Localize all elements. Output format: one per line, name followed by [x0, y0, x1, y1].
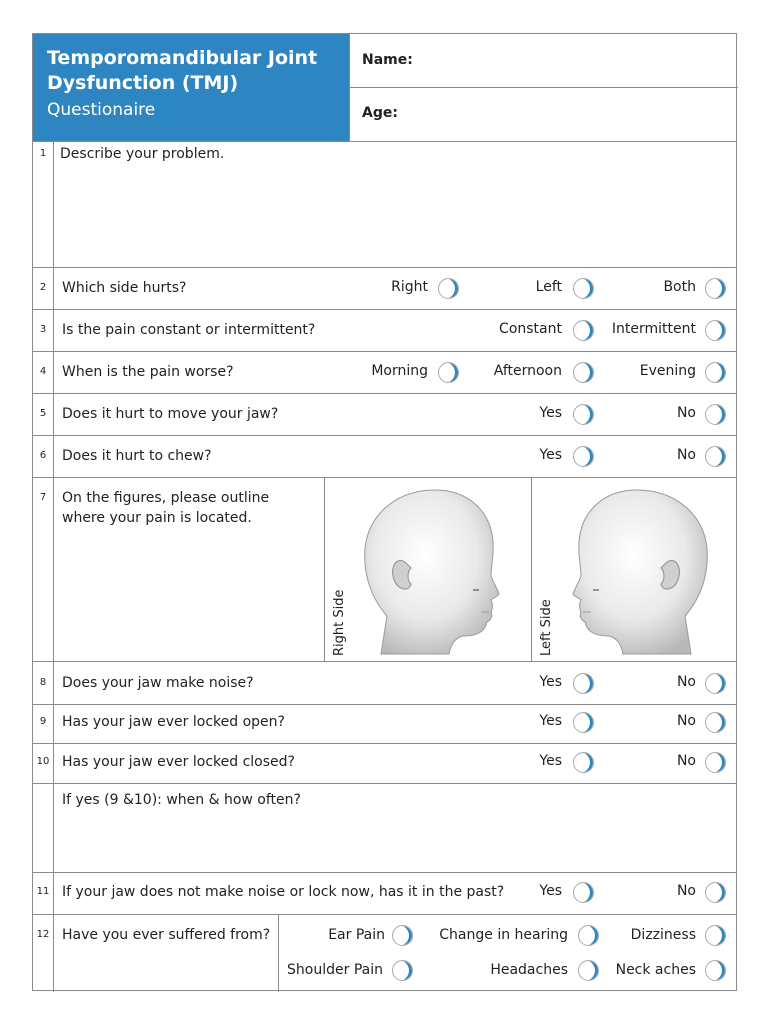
head-left-profile-figure[interactable] — [569, 486, 721, 656]
q2-option-both: Both — [663, 279, 696, 295]
q11-option-yes: Yes — [539, 883, 562, 899]
q2-radio-right[interactable] — [438, 278, 459, 299]
q12-option-ear-pain: Ear Pain — [328, 927, 385, 943]
q10-followup-text: If yes (9 &10): when & how often? — [62, 792, 301, 808]
q11-text: If your jaw does not make noise or lock now, has it in the past? — [62, 884, 505, 900]
name-field[interactable] — [423, 38, 728, 83]
q9-number: 9 — [39, 716, 47, 727]
q6-radio-no[interactable] — [705, 446, 726, 467]
tmj-form — [32, 33, 737, 991]
q10-number: 10 — [36, 756, 50, 767]
q2-radio-left[interactable] — [573, 278, 594, 299]
q10-radio-no[interactable] — [705, 752, 726, 773]
q8-text: Does your jaw make noise? — [62, 675, 254, 691]
right-side-label: Right Side — [332, 589, 347, 656]
q10-radio-yes[interactable] — [573, 752, 594, 773]
q4-text: When is the pain worse? — [62, 364, 234, 380]
form-subtitle: Questionaire — [47, 100, 156, 120]
q6-text: Does it hurt to chew? — [62, 448, 212, 464]
q11-number: 11 — [36, 886, 50, 897]
head-right-profile-figure[interactable] — [351, 486, 503, 656]
q8-radio-no[interactable] — [705, 673, 726, 694]
q5-radio-yes[interactable] — [573, 404, 594, 425]
q3-option-intermittent: Intermittent — [611, 321, 696, 337]
q4-radio-evening[interactable] — [705, 362, 726, 383]
q6-radio-yes[interactable] — [573, 446, 594, 467]
q12-radio-headaches[interactable] — [578, 960, 599, 981]
q8-option-yes: Yes — [539, 674, 562, 690]
q5-option-yes: Yes — [539, 405, 562, 421]
q1-answer-area[interactable] — [57, 166, 733, 262]
q4-radio-afternoon[interactable] — [573, 362, 594, 383]
q5-text: Does it hurt to move your jaw? — [62, 406, 279, 422]
q2-radio-both[interactable] — [705, 278, 726, 299]
q12-option-change-in-hearing: Change in hearing — [439, 927, 568, 943]
q12-radio-neck-aches[interactable] — [705, 960, 726, 981]
q4-option-afternoon: Afternoon — [493, 363, 562, 379]
q11-radio-no[interactable] — [705, 882, 726, 903]
q3-radio-intermittent[interactable] — [705, 320, 726, 341]
q9-option-no: No — [676, 713, 696, 729]
q3-number: 3 — [39, 324, 47, 335]
q3-option-constant: Constant — [499, 321, 562, 337]
q11-option-no: No — [676, 883, 696, 899]
q12-radio-ear-pain[interactable] — [392, 925, 413, 946]
q5-option-no: No — [676, 405, 696, 421]
q9-radio-yes[interactable] — [573, 712, 594, 733]
q9-text: Has your jaw ever locked open? — [62, 714, 285, 730]
q4-radio-morning[interactable] — [438, 362, 459, 383]
q7-text-line1: On the figures, please outline — [62, 490, 270, 506]
q4-option-evening: Evening — [639, 363, 696, 379]
left-side-label: Left Side — [539, 599, 554, 656]
q2-option-left: Left — [535, 279, 562, 295]
q4-number: 4 — [39, 366, 47, 377]
q5-radio-no[interactable] — [705, 404, 726, 425]
q10-option-no: No — [676, 753, 696, 769]
q12-option-neck-aches: Neck aches — [615, 962, 696, 978]
q6-number: 6 — [39, 450, 47, 461]
form-title-line2: Dysfunction (TMJ) — [47, 72, 239, 94]
q12-radio-change-in-hearing[interactable] — [578, 925, 599, 946]
q6-option-no: No — [676, 447, 696, 463]
q10-text: Has your jaw ever locked closed? — [62, 754, 295, 770]
q9-option-yes: Yes — [539, 713, 562, 729]
age-field[interactable] — [413, 92, 728, 137]
q3-text: Is the pain constant or intermittent? — [62, 322, 316, 338]
q3-radio-constant[interactable] — [573, 320, 594, 341]
q7-text-line2: where your pain is located. — [62, 510, 252, 526]
form-title-line1: Temporomandibular Joint — [47, 47, 318, 69]
q12-option-shoulder-pain: Shoulder Pain — [287, 962, 383, 978]
q1-number: 1 — [39, 148, 47, 159]
q7-number: 7 — [39, 492, 47, 503]
q10-option-yes: Yes — [539, 753, 562, 769]
age-label: Age: — [362, 105, 398, 121]
q9-radio-no[interactable] — [705, 712, 726, 733]
q8-number: 8 — [39, 677, 47, 688]
q12-option-dizziness: Dizziness — [630, 927, 696, 943]
q1-text: Describe your problem. — [60, 146, 225, 162]
q12-radio-shoulder-pain[interactable] — [392, 960, 413, 981]
q8-option-no: No — [676, 674, 696, 690]
q2-number: 2 — [39, 282, 47, 293]
name-label: Name: — [362, 52, 413, 68]
q4-option-morning: Morning — [371, 363, 428, 379]
q10-followup-answer-area[interactable] — [57, 812, 733, 867]
q8-radio-yes[interactable] — [573, 673, 594, 694]
q6-option-yes: Yes — [539, 447, 562, 463]
q2-text: Which side hurts? — [62, 280, 187, 296]
q12-text: Have you ever suffered from? — [62, 927, 271, 943]
q2-option-right: Right — [391, 279, 428, 295]
q12-option-headaches: Headaches — [490, 962, 568, 978]
form-title-box — [33, 34, 349, 141]
q11-radio-yes[interactable] — [573, 882, 594, 903]
q12-radio-dizziness[interactable] — [705, 925, 726, 946]
q5-number: 5 — [39, 408, 47, 419]
q12-number: 12 — [36, 929, 50, 940]
